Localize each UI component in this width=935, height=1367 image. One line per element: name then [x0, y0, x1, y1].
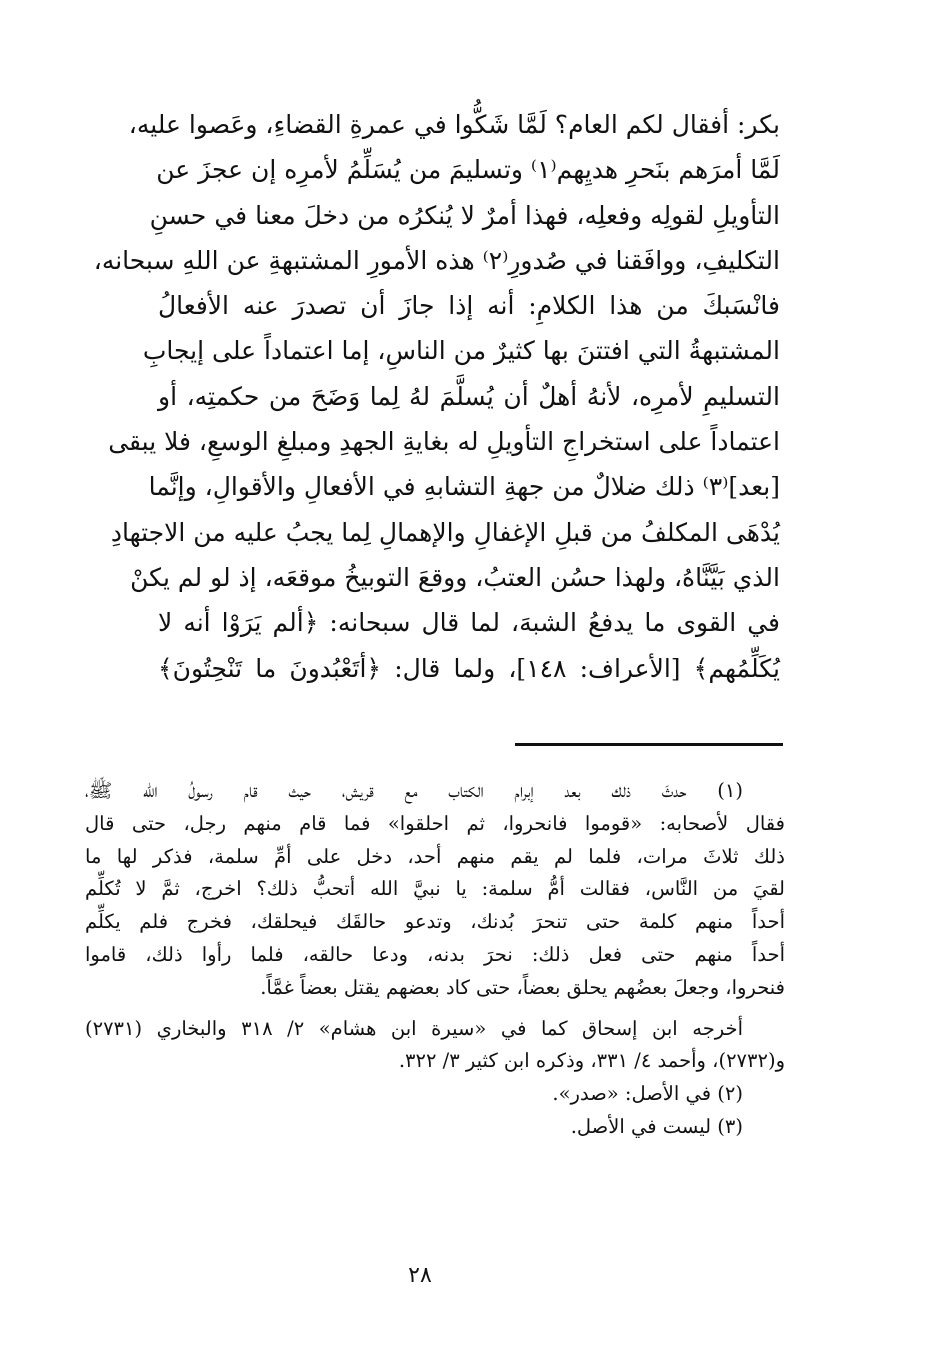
main-line: المشتبهةُ التي افتتنَ بها كثيرٌ من الناسِ، إما اعتماداً على إيجابِ: [142, 336, 780, 366]
main-line: التسليمِ لأمرِه، لأنهُ أهلٌ أن يُسلَّمَ لهُ لِما وَضَحَ من حكمتِه، أو: [158, 381, 780, 411]
footnote-1: [85, 775, 785, 1005]
footnote-3: (٣) ليست في الأصل.: [570, 1114, 743, 1138]
main-line: في القوى ما يدفعُ الشبهَ، لما قال سبحانه: ﴿ألم يَرَوْا أنه لا: [158, 608, 780, 638]
main-line: فانْسَبكَ من هذا الكلامِ: أنه إذا جازَ أن تصدرَ عنه الأفعالُ: [158, 291, 780, 321]
footnote-line: فنحروا، وجعلَ بعضُهم يحلق بعضاً، حتى كاد بعضهم يقتل بعضاً غمَّاً.: [260, 975, 785, 999]
main-line: التأويلِ لقولِه وفعلِه، فهذا أمرٌ لا يُنكرُه من دخلَ معنا في حسنِ: [149, 200, 780, 230]
footnote-line: ذلك ثلاثَ مرات، فلما لم يقم منهم أحد، دخل على أمِّ سلمة، فذكر لها ما: [85, 844, 785, 868]
main-line: التكليفِ، ووافَقنا في صُدورِ⁽٢⁾ هذه الأمورِ المشتبهةِ عن اللهِ سبحانه،: [93, 245, 780, 275]
main-line: [بعد]⁽٣⁾ ذلك ضلالٌ من جهةِ التشابهِ في الأفعالِ والأقوالِ، وإنَّما: [148, 472, 780, 502]
footnote-source: [85, 1013, 785, 1079]
footnote-line: لقيَ من النَّاس، فقالت أمُّ سلمة: يا نبيَّ الله أتحبُّ ذلك؟ اخرج، ثمَّ لا تُكلِّم: [85, 877, 785, 901]
footnote-line: (١) حدثَ ذلك بعد إبرام الكتاب مع قريش، حيث قام رسولُ الله ﷺ،: [85, 779, 743, 802]
footnote-line: و(٢٧٣٢)، وأحمد ٤/ ٣٣١، وذكره ابن كثير ٣/ ٣٢٢.: [398, 1049, 785, 1073]
page-number: ٢٨: [408, 1263, 432, 1288]
footnote-line: أخرجه ابن إسحاق كما في «سيرة ابن هشام» ٢/ ٣١٨ والبخاري (٢٧٣١): [85, 1016, 744, 1040]
main-line: يُكَلِّمُهم﴾ [الأعراف: ١٤٨]، ولما قال: ﴿أتَعْبُدونَ ما تَنْحِتُونَ﴾: [158, 653, 780, 683]
main-line: اعتماداً على استخراجِ التأويلِ له بغايةِ الجهدِ ومبلغِ الوسعِ، فلا يبقى: [108, 427, 780, 457]
footnote-2: (٢) في الأصل: «صدر».: [552, 1082, 743, 1106]
footnote-separator: [515, 743, 783, 746]
footnote-line: أحداً منهم حتى فعل ذلك: نحرَ بدنه، ودعا حالقه، فلما رأوا ذلك، قاموا: [85, 942, 785, 966]
main-line: يُدْهَى المكلفُ من قبلِ الإغفالِ والإهمالِ لِما يجبُ عليه من الاجتهادِ: [110, 517, 780, 547]
main-line: بكر: أفقال لكم العام؟ لَمَّا شَكُّوا في عمرةِ القضاءِ، وعَصوا عليه،: [128, 110, 780, 139]
footnotes: [85, 775, 785, 1144]
footnote-line: فقال لأصحابه: «قوموا فانحروا، ثم احلقوا» فما قام منهم رجل، حتى قال: [85, 811, 785, 835]
main-line: الذي بَيَّنَّاهُ، ولهذا حسُن العتبُ، ووقعَ التوبيخُ موقعَه، إذ لو لم يكنْ: [130, 562, 780, 592]
footnote-line: أحداً منهم كلمة حتى تنحرَ بُدنك، وتدعو حالقَك فيحلقك، فخرج فلم يكلِّم: [85, 910, 785, 934]
main-text: [93, 102, 780, 691]
main-line: لَمَّا أمرَهم بنَحرِ هديِهم⁽١⁾ وتسليمَ من يُسَلِّمُ لأمرِه إن عجزَ عن: [156, 155, 780, 185]
